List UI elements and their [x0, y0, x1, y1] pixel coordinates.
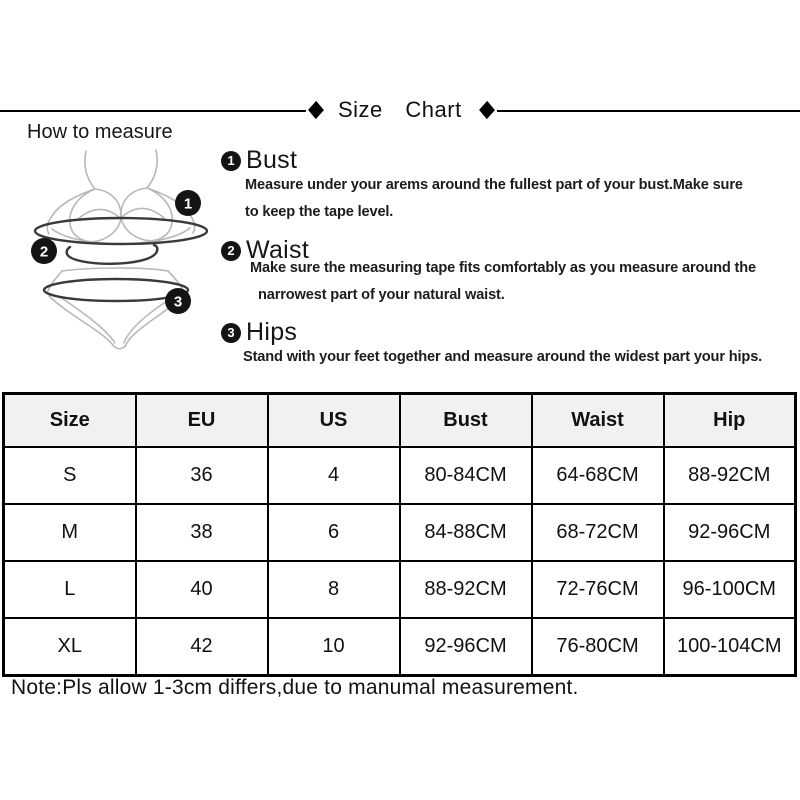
table-cell: 92-96CM [664, 504, 796, 561]
column-header-bust: Bust [400, 394, 532, 448]
measurement-note: Note:Pls allow 1-3cm differs,due to manumal measurement. [11, 676, 579, 699]
table-cell: 100-104CM [664, 618, 796, 676]
svg-text:2: 2 [39, 243, 49, 261]
measure-point-badge-1 [175, 190, 201, 216]
bust-section-title: Bust [246, 146, 298, 174]
svg-text:3: 3 [173, 293, 183, 311]
table-row-m [4, 504, 796, 561]
waist-description-line: Make sure the measuring tape fits comfortably as you measure around the [250, 260, 756, 276]
table-cell: 4 [268, 447, 400, 504]
table-row-l [4, 561, 796, 618]
table-cell: XL [4, 618, 136, 676]
table-cell: 40 [136, 561, 268, 618]
diamond-icon-right [479, 101, 495, 119]
bust-description-line: Measure under your arems around the fullest part of your bust.Make sure [245, 177, 743, 193]
table-cell: 76-80CM [532, 618, 664, 676]
table-cell: 36 [136, 447, 268, 504]
table-cell: 88-92CM [400, 561, 532, 618]
table-cell: 8 [268, 561, 400, 618]
size-table-header-row [4, 394, 796, 448]
table-cell: 96-100CM [664, 561, 796, 618]
svg-text:1: 1 [183, 195, 193, 213]
column-header-us: US [268, 394, 400, 448]
table-cell: 80-84CM [400, 447, 532, 504]
table-row-xl [4, 618, 796, 676]
diamond-icon-left [308, 101, 324, 119]
header-rule-left [0, 110, 306, 112]
table-cell: 64-68CM [532, 447, 664, 504]
bust-description-line: to keep the tape level. [245, 204, 394, 220]
table-cell: 10 [268, 618, 400, 676]
table-cell: 88-92CM [664, 447, 796, 504]
bikini-measure-illustration [25, 140, 220, 385]
table-cell: 38 [136, 504, 268, 561]
waist-description-line: narrowest part of your natural waist. [258, 287, 505, 303]
table-cell: M [4, 504, 136, 561]
measure-guide-title: How to measure [27, 121, 173, 143]
table-cell: 42 [136, 618, 268, 676]
hips-description-line: Stand with your feet together and measure around the widest part your hips. [243, 349, 763, 365]
column-header-eu: EU [136, 394, 268, 448]
hips-number-badge: 3 [221, 323, 241, 343]
table-cell: 84-88CM [400, 504, 532, 561]
page-title: Size Chart [338, 97, 462, 122]
waist-number-badge: 2 [221, 241, 241, 261]
bust-tape-line [35, 218, 207, 244]
column-header-waist: Waist [532, 394, 664, 448]
size-table [2, 392, 797, 677]
hips-section-title: Hips [246, 318, 298, 346]
measure-point-badge-3 [165, 288, 191, 314]
table-cell: 92-96CM [400, 618, 532, 676]
measure-section-bust-heading [221, 146, 297, 175]
measure-section-hips-heading [221, 318, 297, 347]
waist-section-title: Waist [246, 236, 310, 264]
column-header-hip: Hip [664, 394, 796, 448]
table-cell: 68-72CM [532, 504, 664, 561]
table-cell: S [4, 447, 136, 504]
table-cell: 6 [268, 504, 400, 561]
table-cell: L [4, 561, 136, 618]
table-row-s [4, 447, 796, 504]
table-cell: 72-76CM [532, 561, 664, 618]
measure-point-badge-2 [31, 238, 57, 264]
bra-illustration [47, 150, 194, 244]
waist-tape-line [67, 245, 158, 264]
header-rule-right [497, 110, 800, 112]
bust-number-badge: 1 [221, 151, 241, 171]
column-header-size: Size [4, 394, 136, 448]
